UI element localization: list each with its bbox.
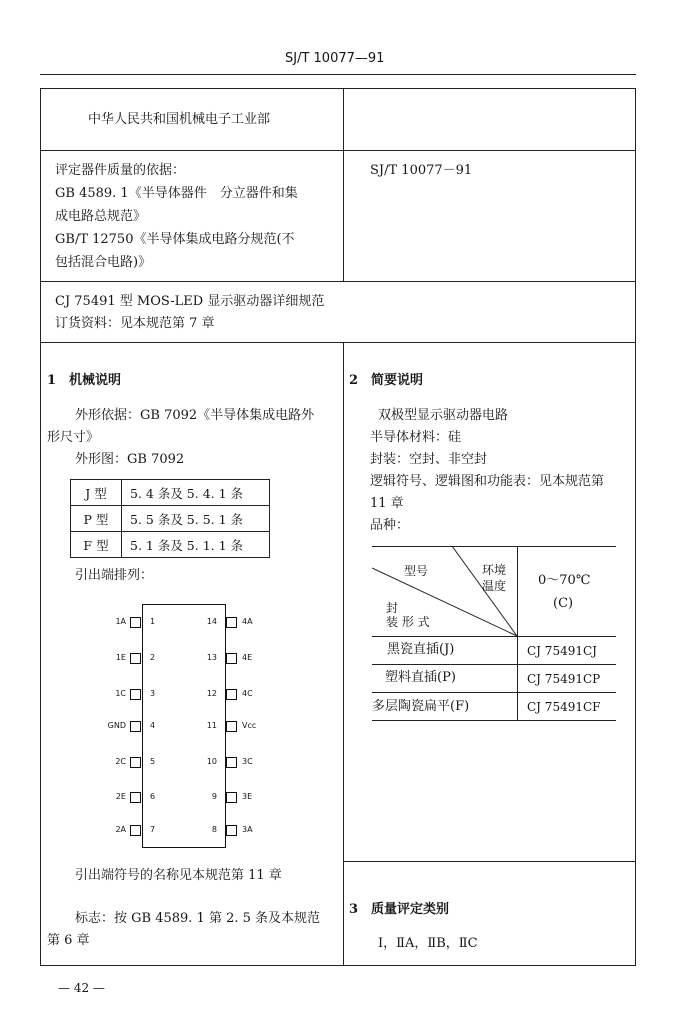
pin-label: 1A <box>115 617 126 626</box>
variety-table-row-line <box>372 664 616 665</box>
header-rule <box>40 74 636 75</box>
pin-number: 7 <box>150 825 156 834</box>
pin-number: 8 <box>211 825 217 834</box>
column-divider-top <box>343 88 344 281</box>
pin-label: 3E <box>242 792 253 801</box>
header-model: 型号 <box>404 564 429 578</box>
pin-label: Vcc <box>242 721 257 730</box>
description-line: 逻辑符号、逻辑图和功能表：见本规范第 <box>370 474 605 489</box>
header-package: 封 <box>386 601 399 615</box>
description-line: 封装：空封、非空封 <box>370 452 488 467</box>
pin-label: 4C <box>242 689 253 698</box>
divider-2 <box>40 281 636 282</box>
description-line: 11 章 <box>370 496 404 511</box>
pin-pad <box>130 825 141 836</box>
pin-label: 2A <box>115 825 126 834</box>
pin-symbols-note: 引出端符号的名称见本规范第 11 章 <box>75 868 282 883</box>
pin-pad <box>226 757 237 768</box>
variety-table-row-line <box>372 692 616 693</box>
header-environment: 环境 <box>482 563 507 577</box>
pin-pad <box>226 617 237 628</box>
basis-line: 成电路总规范》 <box>55 209 147 224</box>
pin-label: 1E <box>115 653 126 662</box>
package-cell: 塑料直插(P) <box>385 670 456 685</box>
ministry-name: 中华人民共和国机械电子工业部 <box>88 112 271 127</box>
outline-basis-line1: 外形依据：GB 7092《半导体集成电路外 <box>75 408 315 423</box>
clause-cell: 5. 1 条及 5. 1. 1 条 <box>122 532 270 558</box>
pin-pad <box>130 721 141 732</box>
table-row <box>71 532 270 558</box>
pin-pad <box>226 792 237 803</box>
pin-pad <box>130 757 141 768</box>
pin-pad <box>130 617 141 628</box>
spec-title: CJ 75491 型 MOS-LED 显示驱动器详细规范 <box>55 294 325 309</box>
pin-number: 2 <box>150 653 156 662</box>
model-cell: CJ 75491CF <box>527 700 601 714</box>
pin-pad <box>130 653 141 664</box>
quality-categories: Ⅰ，ⅡA，ⅡB，ⅡC <box>378 936 478 951</box>
header-package-form: 装 形 式 <box>386 615 430 629</box>
basis-line: 评定器件质量的依据： <box>55 163 186 178</box>
section1-heading: 1 机械说明 <box>47 373 122 388</box>
pin-number: 9 <box>211 792 217 801</box>
section3-heading: 3 质量评定类别 <box>349 902 450 917</box>
basis-line: GB 4589. 1《半导体器件 分立器件和集 <box>55 186 298 201</box>
description-line: 双极型显示驱动器电路 <box>378 408 509 423</box>
table-row <box>71 480 270 506</box>
pin-arrangement-label: 引出端排列： <box>75 568 154 583</box>
outline-drawing: 外形图：GB 7092 <box>75 452 185 467</box>
pin-pad <box>226 825 237 836</box>
temperature-range: 0～70℃ <box>538 573 591 588</box>
document-code-header: SJ/T 10077—91 <box>285 51 385 66</box>
pin-pad <box>226 653 237 664</box>
model-cell: CJ 75491CJ <box>527 644 597 658</box>
model-cell: CJ 75491CP <box>527 672 601 686</box>
column-divider-bottom <box>343 342 344 966</box>
variety-table-bottom <box>372 720 616 721</box>
description-line: 半导体材料：硅 <box>370 430 462 445</box>
description-line: 品种： <box>370 518 410 533</box>
pin-pad <box>226 721 237 732</box>
pin-label: GND <box>107 721 126 730</box>
basis-code: SJ/T 10077－91 <box>370 163 473 178</box>
pin-label: 1C <box>115 689 126 698</box>
pin-number: 13 <box>206 653 217 662</box>
pin-pad <box>226 689 237 700</box>
pin-number: 5 <box>150 757 156 766</box>
basis-line: GB/T 12750《半导体集成电路分规范(不 <box>55 232 295 247</box>
marking-line1: 标志：按 GB 4589. 1 第 2. 5 条及本规范 <box>75 911 321 926</box>
type-cell: F 型 <box>71 532 122 558</box>
clause-cell: 5. 5 条及 5. 5. 1 条 <box>122 506 270 532</box>
marking-line2: 第 6 章 <box>47 933 90 948</box>
page-number: — 42 — <box>58 981 105 995</box>
pin-pad <box>130 689 141 700</box>
pin-label: 3C <box>242 757 253 766</box>
pin-number: 14 <box>206 617 217 626</box>
pin-number: 10 <box>206 757 217 766</box>
package-type-table <box>70 479 270 558</box>
section2-heading: 2 简要说明 <box>349 373 424 388</box>
divider-3 <box>40 342 636 343</box>
temperature-code: (C) <box>553 596 574 611</box>
package-cell: 黑瓷直插(J) <box>387 642 455 657</box>
basis-line: 包括混合电路)》 <box>55 255 152 270</box>
pin-label: 3A <box>242 825 253 834</box>
pin-label: 2C <box>115 757 126 766</box>
package-cell: 多层陶瓷扁平(F) <box>372 699 470 714</box>
table-row <box>71 506 270 532</box>
outline-basis-line2: 形尺寸》 <box>47 430 100 445</box>
pin-pad <box>130 792 141 803</box>
order-info: 订货资料：见本规范第 7 章 <box>55 316 215 331</box>
pin-number: 3 <box>150 689 156 698</box>
pin-number: 1 <box>150 617 156 626</box>
clause-cell: 5. 4 条及 5. 4. 1 条 <box>122 480 270 506</box>
type-cell: P 型 <box>71 506 122 532</box>
pin-number: 4 <box>150 721 156 730</box>
pin-label: 2E <box>115 792 126 801</box>
divider-1 <box>40 150 636 151</box>
type-cell: J 型 <box>71 480 122 506</box>
header-temperature: 温度 <box>482 579 507 593</box>
pin-label: 4E <box>242 653 253 662</box>
divider-section3 <box>343 861 636 862</box>
pin-number: 11 <box>206 721 217 730</box>
pin-number: 12 <box>206 689 217 698</box>
pin-number: 6 <box>150 792 156 801</box>
pin-label: 4A <box>242 617 253 626</box>
